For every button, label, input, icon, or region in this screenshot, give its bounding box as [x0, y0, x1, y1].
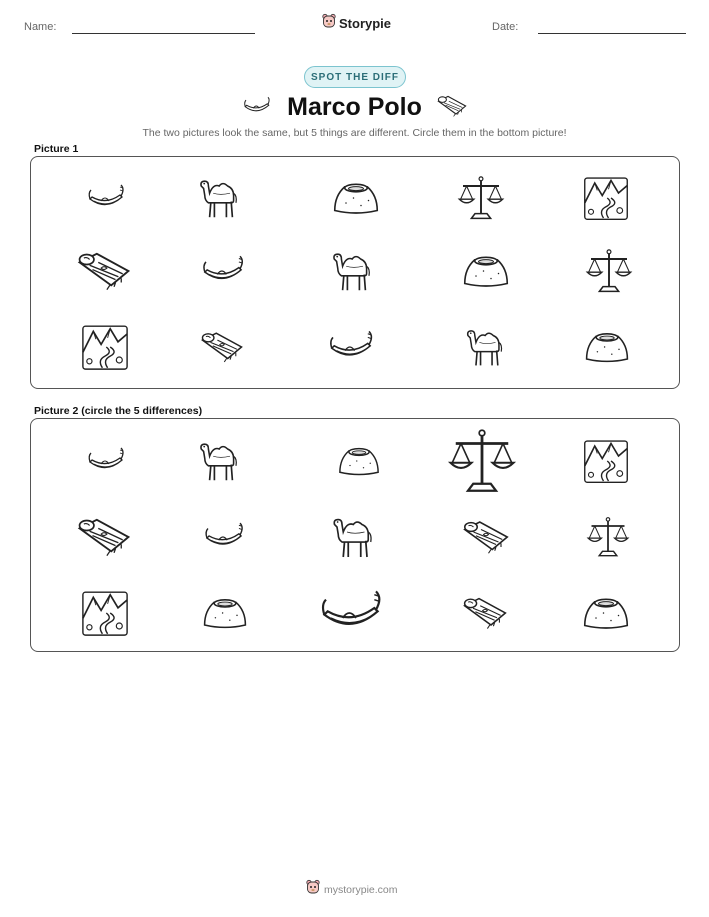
gondola-icon	[199, 254, 247, 288]
name-label: Name:	[24, 21, 57, 33]
mountains-icon	[79, 321, 131, 373]
carpet-icon[interactable]	[461, 516, 511, 558]
gondola-icon[interactable]	[317, 588, 385, 638]
date-label: Date:	[492, 21, 519, 33]
picture-1-label: Picture 1	[34, 143, 79, 155]
carpet-icon[interactable]	[75, 514, 133, 560]
page-title: Marco Polo	[287, 93, 422, 121]
camel-icon	[327, 246, 375, 296]
picture-2-label: Picture 2 (circle the 5 differences)	[34, 405, 203, 417]
gondola-icon	[83, 183, 129, 213]
storypie-logo-icon	[322, 13, 336, 34]
gondola-icon[interactable]	[201, 521, 247, 553]
volcano-icon	[331, 178, 381, 218]
carpet-icon	[75, 248, 133, 294]
scale-icon[interactable]	[583, 515, 633, 559]
brand-name: Storypie	[339, 15, 392, 31]
carpet-icon	[199, 326, 245, 368]
picture-1-panel	[30, 156, 680, 389]
gondola-icon[interactable]	[83, 446, 129, 476]
scale-icon	[583, 247, 635, 295]
gondola-icon	[327, 329, 375, 365]
picture-2-panel[interactable]	[30, 418, 680, 652]
footer-url[interactable]: mystorypie.com	[324, 883, 398, 896]
instructions-text: The two pictures look the same, but 5 things are different. Circle them in the bottom picture!	[142, 127, 567, 139]
scale-icon	[456, 174, 506, 222]
camel-icon[interactable]	[327, 512, 377, 562]
name-line[interactable]	[72, 33, 255, 34]
spot-the-diff-badge: SPOT THE DIFF	[304, 66, 406, 88]
volcano-icon	[461, 251, 511, 291]
scale-icon[interactable]	[447, 424, 517, 498]
carpet-icon[interactable]	[461, 591, 509, 635]
carpet-icon	[436, 93, 468, 119]
volcano-icon	[583, 326, 631, 368]
brand	[322, 14, 391, 32]
storypie-logo-icon	[306, 879, 320, 900]
footer	[306, 879, 398, 900]
volcano-icon[interactable]	[335, 443, 383, 479]
worksheet-header	[0, 0, 709, 50]
volcano-icon[interactable]	[201, 592, 249, 634]
mountains-icon[interactable]	[79, 587, 131, 639]
mountains-icon	[581, 172, 631, 224]
camel-icon	[191, 174, 245, 222]
camel-icon[interactable]	[193, 437, 243, 485]
volcano-icon[interactable]	[581, 593, 631, 633]
date-line[interactable]	[538, 33, 686, 34]
camel-icon	[461, 323, 507, 371]
mountains-icon[interactable]	[581, 435, 631, 487]
